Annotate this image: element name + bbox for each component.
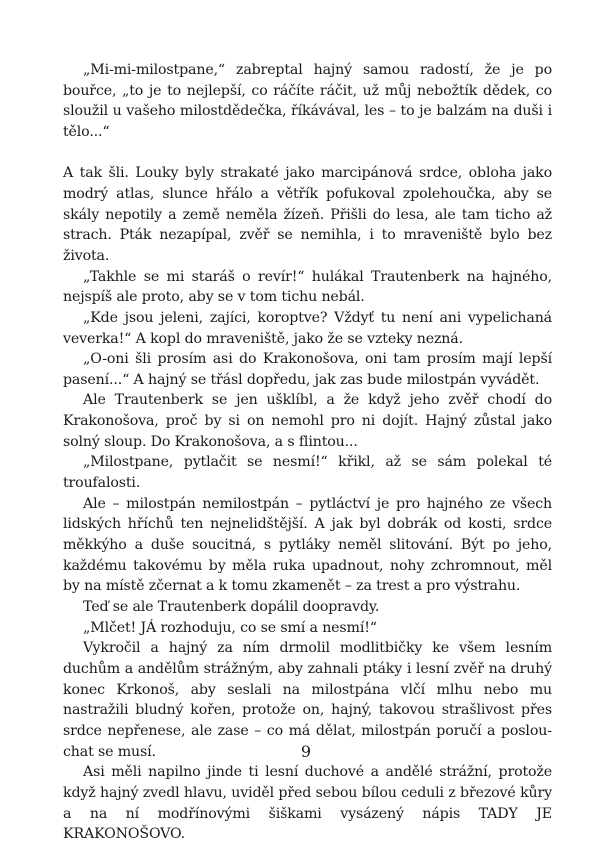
paragraph-5: „O-oni šli prosím asi do Krakonošova, oni tam prosím mají lepší pasení...“ A hajný se třásl dopředu, jak zas bude milostpán vyvádět. — [63, 351, 552, 388]
paragraph-6: Ale Trautenberk se jen ušklíbl, a že když jeho zvěř chodí do Krakonošova, proč by si on nemohl pro ni dojít. Hajný zůstal jako solný sloup. Do Krakonošova, a s flintou... — [63, 392, 552, 450]
paragraph-3: „Takhle se mi staráš o revír!“ hulákal Trautenberk na hajného, nejspíš ale proto, aby se v tom tichu nebál. — [63, 268, 552, 306]
paragraph-12: Asi měli napilno jinde ti lesní duchové a andělé strážní, protože když hajný zvedl hlavu, uviděl před sebou bílou ceduli z březové kůry a na ní modřínovými šiškami vysázený nápis TADY JE KRAKONOŠOVO. — [63, 764, 552, 843]
paragraph-1: „Mi-mi-milostpane,“ zabreptal hajný samou radostí, že je po bouřce, „to je to nejlepší, co ráčíte ráčit, už můj nebožtík dědek, co sloužil u vašeho milostdědečka, říkávával, les – to je balzám na duši i tělo...“ — [63, 62, 552, 140]
paragraph-11: Vykročil a hajný za ním drmolil modlitbičky ke všem lesním duchům a andělům strážným, aby zahnali ptáky i lesní zvěř na druhý konec Krkonoš, aby seslali na milostpána vlčí mlhu nebo mu nastražili bludný kořen, protože on, hajný, takovou strašlivost přes srdce nepřenese, ale zase – co má dělat, milostpán poručí a poslouchat se musí. — [63, 640, 552, 760]
body-text — [63, 60, 552, 845]
paragraph-8: Ale – milostpán nemilostpán – pytláctví je pro hajného ze všech lidských hříchů ten nejnelidštější. A jak byl dobrák od kosti, srdce měkkýho a duše soucitná, s pytláky neměl slitování. Být po jeho, každému takovému by měla ruka upadnout, nohy zchromnout, měl by na místě zčernat a k tomu zkamenět – za trest a pro výstrahu. — [63, 495, 552, 595]
paragraph-2: A tak šli. Louky byly strakaté jako marcipánová srdce, obloha jako modrý atlas, slunce hřálo a větřík pofukoval zpolehoučka, aby se skály nepotily a země neměla žízeň. Přišli do lesa, ale tam ticho až strach. Pták nezapípal, zvěř se nemihla, i to mraveniště bylo bez života. — [63, 165, 552, 264]
paragraph-9: Teď se ale Trautenberk dopálil doopravdy. — [83, 599, 380, 616]
paragraph-10: „Mlčet! JÁ rozhoduju, co se smí a nesmí!“ — [83, 619, 377, 636]
page-number: 9 — [300, 742, 312, 761]
paragraph-7: „Milostpane, pytlačit se nesmí!“ křikl, až se sám polekal té troufalosti. — [63, 454, 552, 492]
paragraph-4: „Kde jsou jeleni, zajíci, koroptve? Vždyť tu není ani vypelichaná veverka!“ A kopl do mraveniště, jako že se vzteky nezná. — [63, 309, 552, 347]
